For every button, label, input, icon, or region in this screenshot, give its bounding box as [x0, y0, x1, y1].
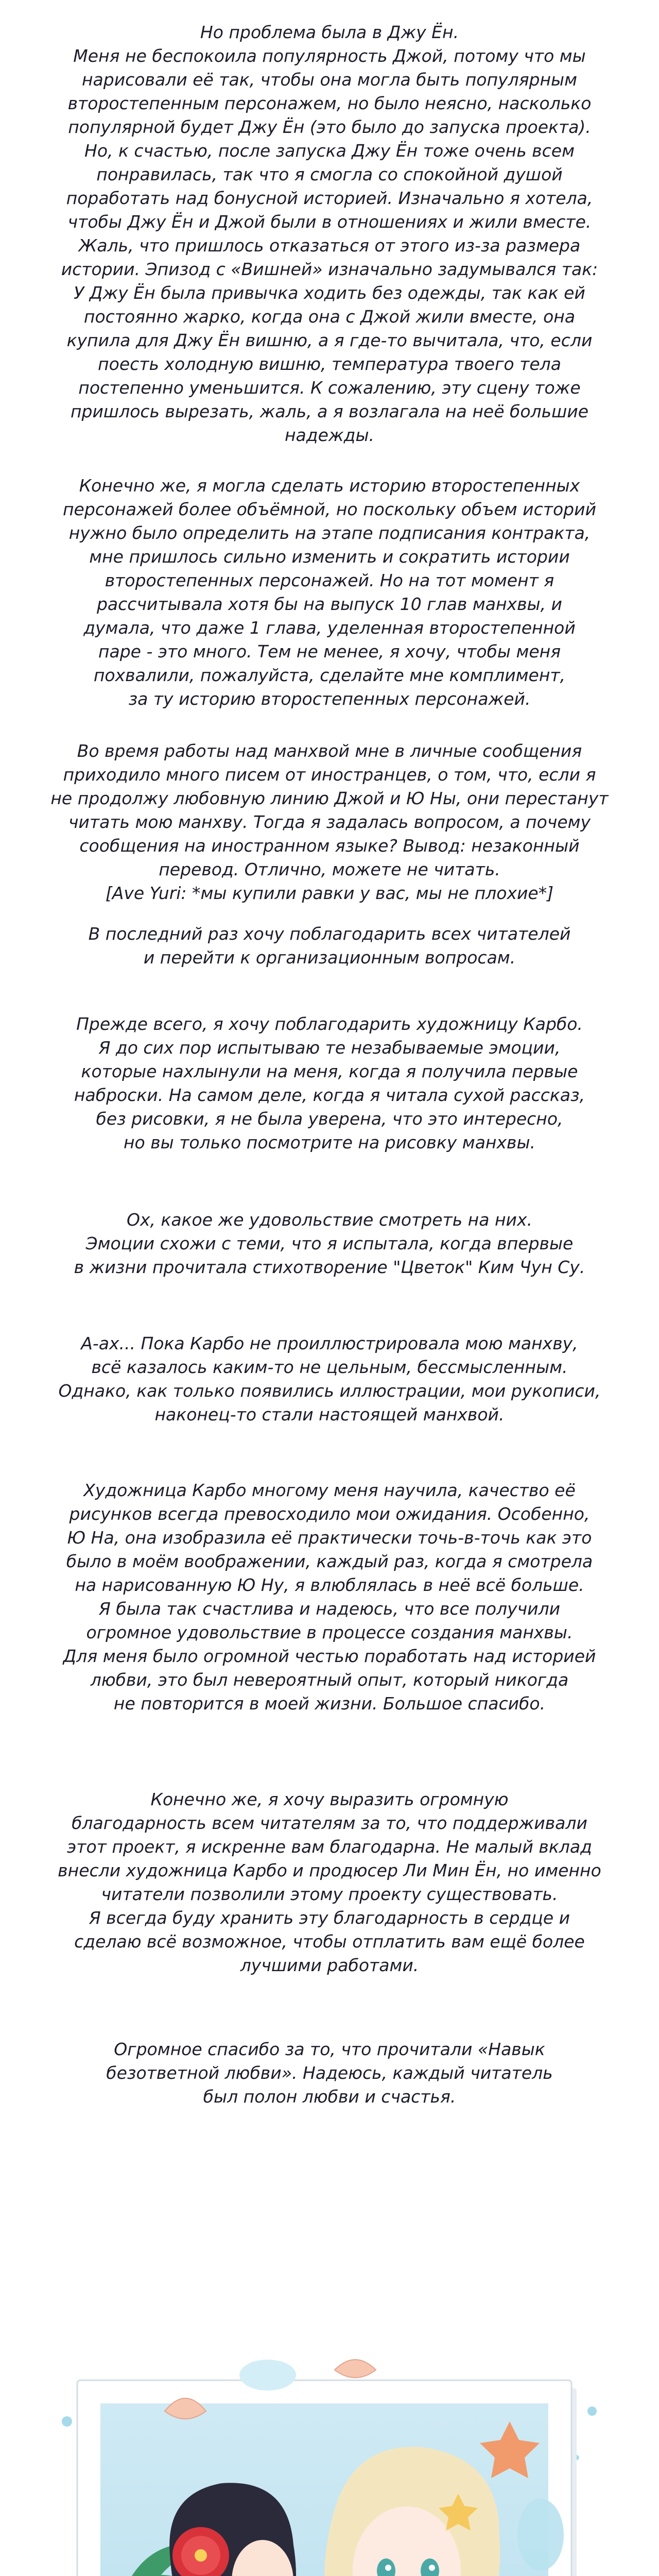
text-line: Меня не беспокоила популярность Джой, потому что мы [73, 46, 586, 66]
text-line: без рисовки, я не была уверена, что это интересно, [96, 1109, 563, 1129]
text-line: надежды. [284, 425, 374, 445]
text-line: Однако, как только появились иллюстрации, мои рукописи, [58, 1381, 601, 1401]
text-line: паре - это много. Тем не менее, я хочу, чтобы меня [98, 641, 561, 662]
paragraph-2-text [41, 474, 618, 711]
text-line: А-ах... Пока Карбо не проиллюстрировала мою манхву, [81, 1333, 578, 1353]
text-line: Конечно же, я хочу выразить огромную [150, 1789, 509, 1809]
text-line: Прежде всего, я хочу поблагодарить художницу Карбо. [76, 1014, 583, 1034]
paragraph-10 [41, 2038, 618, 2109]
text-line: сделаю всё возможное, чтобы отплатить вам ещё более [74, 1931, 585, 1952]
text-line: Жаль, что пришлось отказаться от этого из-за размера [78, 235, 581, 256]
text-line: Ю На, она изобразила её практически точь-в-точь как это [67, 1528, 592, 1548]
text-line: Для меня было огромной честью поработать над историей [63, 1646, 596, 1666]
text-line: нарисовали её так, чтобы она могла быть популярным [81, 70, 578, 90]
text-line: рассчитывала хотя бы на выпуск 10 глав манхвы, и [96, 594, 563, 614]
illustration-svg [46, 2339, 613, 2576]
paragraph-3 [41, 739, 618, 905]
text-line: огромное удовольствие в процессе создания манхвы. [86, 1622, 573, 1642]
text-line: благодарность всем читателям за то, что поддерживали [72, 1813, 587, 1833]
paragraph-8-text [41, 1479, 618, 1716]
paragraph-2 [41, 474, 618, 711]
text-line: на нарисованную Ю Ну, я влюблялась в неё всё больше. [75, 1575, 584, 1595]
paragraph-4-text [41, 922, 618, 970]
text-line: второстепенных персонажей. Но на тот момент я [105, 570, 554, 590]
text-line: этот проект, я искренне вам благодарна. Не малый вклад [67, 1837, 592, 1857]
polaroid-illustration [46, 2339, 613, 2576]
paragraph-10-text [41, 2038, 618, 2109]
text-line: внесли художница Карбо и продюсер Ли Мин Ён, но именно [58, 1860, 601, 1880]
paragraph-1 [41, 21, 618, 447]
text-line: которые нахлынули на меня, когда я получила первые [81, 1061, 578, 1081]
paragraph-5-text [41, 1012, 618, 1155]
text-line: читать мою манхву. Тогда я задалась вопросом, а почему [68, 812, 591, 832]
text-line: всё казалось каким-то не цельным, бессмысленным. [91, 1357, 568, 1377]
text-line: персонажей более объёмной, но поскольку объем историй [62, 499, 597, 519]
text-line: рисунков всегда превосходило мои ожидания. Особенно, [69, 1504, 590, 1524]
text-line: поработать над бонусной историей. Изначально я хотела, [66, 188, 593, 208]
text-line: второстепенным персонажем, но было неясно, насколько [67, 93, 592, 113]
text-line: истории. Эпизод с «Вишней» изначально задумывался так: [61, 259, 598, 279]
text-line: было в моём воображении, каждый раз, когда я смотрела [66, 1551, 593, 1571]
text-line: постепенно уменьшится. К сожалению, эту сцену тоже [78, 378, 581, 398]
text-line: поесть холодную вишню, температура твоего тела [98, 354, 561, 374]
text-line: пришлось вырезать, жаль, а я возлагала на неё большие [70, 401, 589, 421]
text-line: любви, это был невероятный опыт, который никогда [90, 1670, 569, 1690]
text-line: Огромное спасибо за то, что прочитали «Навык [114, 2039, 545, 2059]
paragraph-9-text [41, 1788, 618, 1977]
text-line: Но проблема была в Джу Ён. [200, 22, 459, 42]
text-line: [Ave Yuri: *мы купили равки у вас, мы не плохие*] [105, 883, 554, 903]
text-line: мне пришлось сильно изменить и сократить истории [89, 547, 570, 567]
text-line: не повторится в моей жизни. Большое спасибо. [113, 1693, 546, 1714]
text-line: Эмоции схожи с теми, что я испытала, когда впервые [85, 1233, 574, 1253]
paragraph-3-text [41, 739, 618, 905]
text-line: приходило много писем от иностранцев, о том, что, если я [63, 765, 596, 785]
text-line: Я была так счастлива и надеюсь, что все получили [98, 1599, 561, 1619]
text-line: Художница Карбо многому меня научила, качество её [83, 1480, 576, 1500]
text-line: безответной любви». Надеюсь, каждый читатель [106, 2063, 553, 2083]
text-line: Ох, какое же удовольствие смотреть на них. [126, 1210, 533, 1230]
text-line: лучшими работами. [240, 1955, 419, 1975]
text-line: постоянно жарко, когда она с Джой жили вместе, она [83, 307, 576, 327]
text-line: думала, что даже 1 глава, уделенная второстепенной [83, 618, 576, 638]
paragraph-8 [41, 1479, 618, 1716]
text-line: наброски. На самом деле, когда я читала сухой рассказ, [74, 1085, 585, 1105]
paragraph-4 [41, 922, 618, 970]
text-line: Я до сих пор испытываю те незабываемые эмоции, [98, 1038, 561, 1058]
text-line: сообщения на иностранном языке? Вывод: незаконный [79, 836, 580, 856]
text-line: Но, к счастью, после запуска Джу Ён тоже очень всем [84, 141, 575, 161]
paragraph-5 [41, 1012, 618, 1155]
text-line: похвалили, пожалуйста, сделайте мне комплимент, [93, 665, 566, 685]
text-line: наконец-то стали настоящей манхвой. [154, 1404, 505, 1425]
paragraph-9 [41, 1788, 618, 1977]
text-line: перевод. Отлично, можете не читать. [159, 859, 500, 879]
paragraph-7-text [41, 1332, 618, 1427]
text-line: Во время работы над манхвой мне в личные сообщения [77, 741, 582, 761]
text-line: читатели позволили этому проекту существовать. [101, 1884, 558, 1904]
text-line: купила для Джу Ён вишню, а я где-то вычитала, что, если [66, 330, 593, 350]
text-line: не продолжу любовную линию Джой и Ю Ны, они перестанут [50, 788, 609, 808]
text-line: но вы только посмотрите на рисовку манхвы. [123, 1132, 536, 1153]
text-line: был полон любви и счастья. [203, 2087, 456, 2107]
text-line: Конечно же, я могла сделать историю второстепенных [79, 476, 580, 496]
text-line: в жизни прочитала стихотворение "Цветок" Ким Чун Су. [74, 1257, 585, 1277]
paragraph-6-text [41, 1208, 618, 1279]
text-line: Я всегда буду хранить эту благодарность в сердце и [89, 1908, 570, 1928]
text-line: за ту историю второстепенных персонажей. [128, 689, 531, 709]
text-line: В последний раз хочу поблагодарить всех читателей [88, 924, 571, 944]
paragraph-1-text [41, 21, 618, 447]
paragraph-7 [41, 1332, 618, 1427]
text-line: и перейти к организационным вопросам. [143, 947, 516, 968]
text-line: нужно было определить на этапе подписания контракта, [68, 523, 591, 543]
paragraph-6 [41, 1208, 618, 1279]
text-line: популярной будет Джу Ён (это было до запуска проекта). [68, 117, 591, 137]
text-line: У Джу Ён была привычка ходить без одежды, так как ей [74, 283, 585, 303]
text-line: понравилась, так что я смогла со спокойной душой [96, 164, 563, 184]
text-line: чтобы Джу Ён и Джой были в отношениях и жили вместе. [67, 212, 592, 232]
